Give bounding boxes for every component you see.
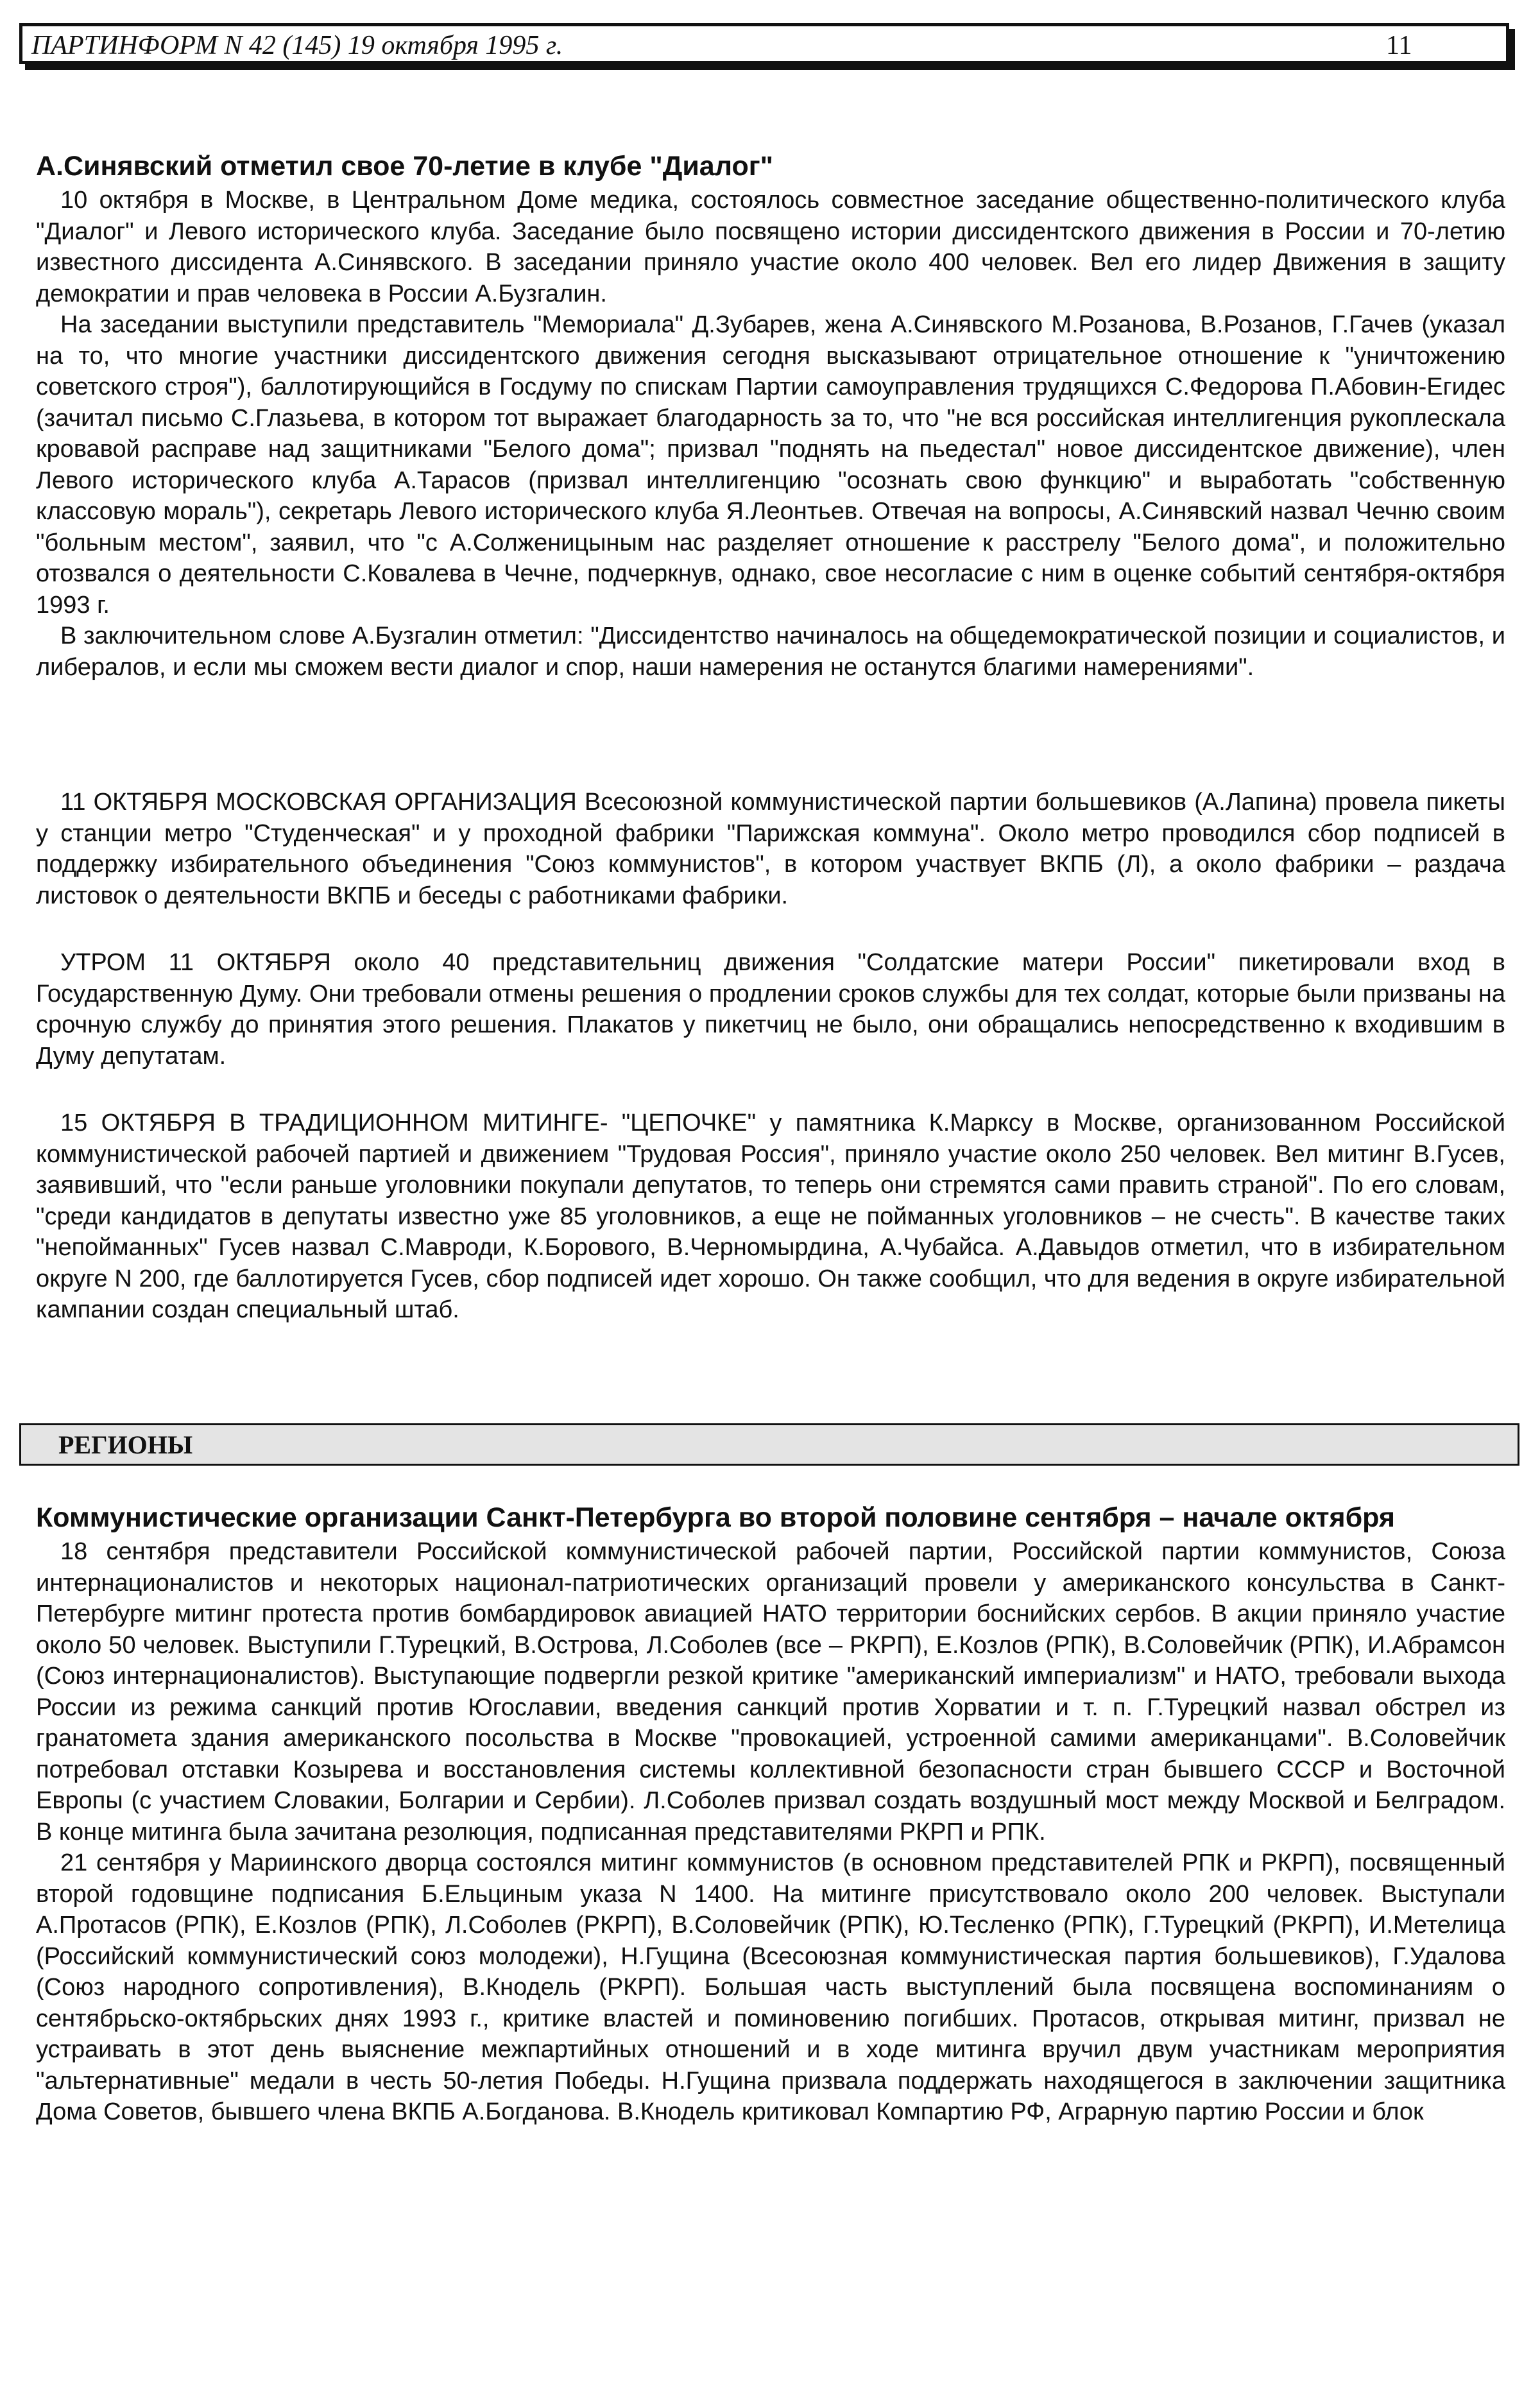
news-paragraph: 11 ОКТЯБРЯ МОСКОВСКАЯ ОРГАНИЗАЦИЯ Всесоюзной коммунистической партии большевиков (А.Лапина) провела пикеты у станции метро "Студенческая" и у проходной фабрики "Парижская коммуна". Около метро проводился сбор подписей в поддержку избирательного объединения "Союз коммунистов", в котором участвует ВКПБ (Л), а около фабрики – раздача листовок о деятельности ВКПБ и беседы с работниками фабрики.: [36, 789, 1505, 909]
section-label: РЕГИОНЫ: [58, 1430, 193, 1459]
article-paragraph: 18 сентября представители Российской коммунистической рабочей партии, Российской партии коммунистов, Союза интернационалистов и некоторых национал-патриотических организаций провели у американского консульства в Санкт-Петербурге митинг протеста против бомбардировок авиацией НАТО территории боснийских сербов. В акции приняло участие около 50 человек. Выступили Г.Турецкий, В.Острова, Л.Соболев (все – РКРП), Е.Козлов (РПК), В.Соловейчик (РПК), И.Абрамсон (Союз интернационалистов). Выступающие подвергли резкой критике "американский империализм" и НАТО, требовали выхода России из режима санкций против Югославии, введения санкций против Хорватии и т. п. Г.Турецкий назвал обстрел из гранатомета здания американского посольства в Москве "провокацией, устроенной самими американцами". В.Соловейчик потребовал отставки Козырева и восстановления системы коллективной безопасности стран бывшего СССР и Восточной Европы (с участием Словакии, Болгарии и Сербии). Л.Соболев призвал создать воздушный мост между Москвой и Белградом. В конце митинга была зачитана резолюция, подписанная представителями РКРП и РПК.: [36, 1538, 1505, 1846]
news-paragraph: УТРОМ 11 ОКТЯБРЯ около 40 представительниц движения "Солдатские матери России" пикетировали вход в Государственную Думу. Они требовали отмены решения о продлении сроков службы для тех солдат, которые были призваны на срочную службу до принятия этого решения. Плакатов у пикетчиц не было, они обращались непосредственно к входившим в Думу депутатам.: [36, 949, 1505, 1070]
news-item-moscow-pickets: [36, 787, 1505, 911]
page-number: 11: [1386, 31, 1412, 60]
news-item-soldiers-mothers: [36, 947, 1505, 1072]
news-paragraph: 15 ОКТЯБРЯ В ТРАДИЦИОННОМ МИТИНГЕ- "ЦЕПОЧКЕ" у памятника К.Марксу в Москве, организованном Российской коммунистической рабочей партией и движением "Трудовая Россия", приняло участие около 250 человек. Вел митинг В.Гусев, заявивший, что "если раньше уголовники покупали депутатов, то теперь они стремятся сами править страной". По его словам, "среди кандидатов в депутаты известно уже 85 уголовников, а еще не пойманных уголовников – не счесть". В качестве таких "непойманных" Гусев назвал С.Мавроди, К.Борового, В.Черномырдина, А.Чубайса. А.Давыдов отметил, что в избирательном округе N 200, где баллотируется Гусев, сбор подписей идет хорошо. Он также сообщил, что для ведения в округе избирательной кампании создан специальный штаб.: [36, 1110, 1505, 1323]
section-header-regions: [19, 1423, 1519, 1466]
news-item-chain-rally: [36, 1108, 1505, 1326]
article-paragraph: В заключительном слове А.Бузгалин отметил: "Диссидентство начиналось на общедемократической позиции и социалистов, и либералов, и если мы сможем вести диалог и спор, наши намерения не останутся благими намерениями".: [36, 622, 1505, 681]
article-paragraph: На заседании выступили представитель "Мемориала" Д.Зубарев, жена А.Синявского М.Розанова, В.Розанов, Г.Гачев (указал на то, что многие участники диссидентского движения сегодня высказывают отрицательное отношение к "уничтожению советского строя"), баллотирующийся в Госдуму по спискам Партии самоуправления трудящихся С.Федорова П.Абовин-Егидес (зачитал письмо С.Глазьева, в котором тот выражает благодарность за то, что "не вся российская интеллигенция рукоплескала кровавой расправе над защитниками "Белого дома"; призвал "поднять на пьедестал" новое диссидентское движение), член Левого исторического клуба А.Тарасов (призвал интеллигенцию "осознать свою функцию" и выработать "собственную классовую мораль"), секретарь Левого исторического клуба Я.Леонтьев. Отвечая на вопросы, А.Синявский назвал Чечню своим "больным местом", заявил, что "с А.Солженицыным нас разделяет отношение к расстрелу "Белого дома", и положительно отозвался о деятельности С.Ковалева в Чечне, подчеркнув, однако, свое несогласие с ним в оценке событий сентября-октября 1993 г.: [36, 311, 1505, 619]
article-sinyavsky: [36, 148, 1505, 683]
article-title: Коммунистические организации Санкт-Петербурга во второй половине сентября – начале октября: [36, 1502, 1395, 1533]
article-title: А.Синявский отметил свое 70-летие в клубе "Диалог": [36, 151, 774, 182]
page-header: [19, 23, 1509, 64]
journal-issue-title: ПАРТИНФОРМ N 42 (145) 19 октября 1995 г.: [31, 31, 563, 60]
article-paragraph: 21 сентября у Мариинского дворца состоялся митинг коммунистов (в основном представителей РПК и РКРП), посвященный второй годовщине подписания Б.Ельциным указа N 1400. На митинге присутствовало около 200 человек. Выступали А.Протасов (РПК), Е.Козлов (РПК), Л.Соболев (РКРП), В.Соловейчик (РПК), Ю.Тесленко (РПК), Г.Турецкий (РКРП), И.Метелица (Российский коммунистический союз молодежи), Н.Гущина (Всесоюзная коммунистическая партия большевиков), Г.Удалова (Союз народного сопротивления), В.Кнодель (РКРП). Большая часть выступлений была посвящена воспоминаниям о сентябрьско-октябрьских днях 1993 г., критике властей и поминовению погибших. Протасов, открывая митинг, призвал не устраивать в этот день выяснение межпартийных отношений и в ходе митинга вручил двум участникам мероприятия "альтернативные" медали в честь 50-летия Победы. Н.Гущина призвала поддержать находящегося в заключении защитника Дома Советов, бывшего члена ВКПБ А.Богданова. В.Кнодель критиковал Компартию РФ, Аграрную партию России и блок: [36, 1849, 1505, 2125]
article-paragraph: 10 октября в Москве, в Центральном Доме медика, состоялось совместное заседание общественно-политического клуба "Диалог" и Левого исторического клуба. Заседание было посвящено истории диссидентского движения в России и 70-летию известного диссидента А.Синявского. В заседании приняло участие около 400 человек. Вел его лидер Движения в защиту демократии и прав человека в России А.Бузгалин.: [36, 187, 1505, 307]
article-spb: [36, 1499, 1505, 2128]
